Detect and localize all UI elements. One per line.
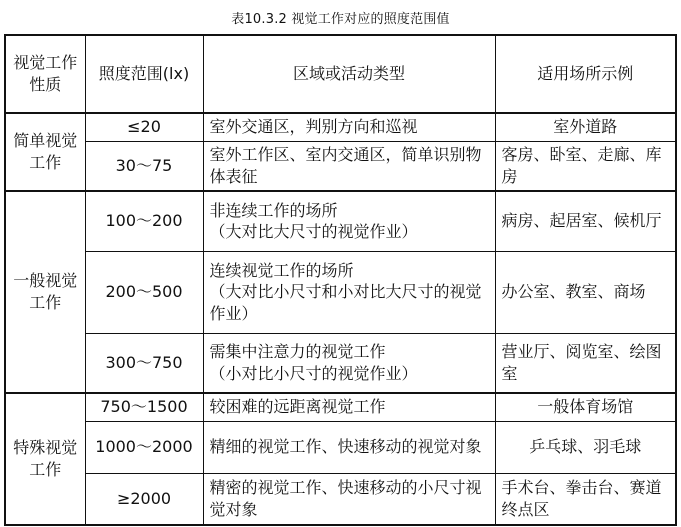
table-row xyxy=(5,421,676,473)
table-row xyxy=(5,393,676,421)
header-row xyxy=(5,35,676,113)
area-cell: 较困难的远距离视觉工作 xyxy=(203,393,495,421)
area-note: （大对比小尺寸和小对比大尺寸的视觉作业） xyxy=(209,282,482,323)
group-simple: 简单视觉工作 xyxy=(5,113,85,191)
range-cell: 100～200 xyxy=(85,191,203,251)
table-row xyxy=(5,333,676,393)
example-cell: 营业厅、阅览室、绘图室 xyxy=(495,333,676,393)
group-special: 特殊视觉工作 xyxy=(5,393,85,525)
area-cell xyxy=(203,333,495,393)
example-cell: 病房、起居室、候机厅 xyxy=(495,191,676,251)
example-cell: 乒乓球、羽毛球 xyxy=(495,421,676,473)
example-cell: 办公室、教室、商场 xyxy=(495,251,676,333)
header-example: 适用场所示例 xyxy=(495,35,676,113)
example-cell: 手术台、拳击台、赛道终点区 xyxy=(495,473,676,525)
area-cell: 室外交通区，判别方向和巡视 xyxy=(203,113,495,141)
area-cell: 室外工作区、室内交通区，简单识别物体表征 xyxy=(203,141,495,191)
range-cell: ≥2000 xyxy=(85,473,203,525)
area-cell xyxy=(203,251,495,333)
area-main: 需集中注意力的视觉工作 xyxy=(209,342,386,362)
header-range: 照度范围(lx) xyxy=(85,35,203,113)
illuminance-table xyxy=(4,34,677,526)
range-cell: ≤20 xyxy=(85,113,203,141)
area-note: （小对比小尺寸的视觉作业） xyxy=(209,363,418,383)
range-cell: 1000～2000 xyxy=(85,421,203,473)
area-note: （大对比大尺寸的视觉作业） xyxy=(209,222,418,242)
range-cell: 750～1500 xyxy=(85,393,203,421)
area-cell: 精细的视觉工作、快速移动的视觉对象 xyxy=(203,421,495,473)
header-area: 区域或活动类型 xyxy=(203,35,495,113)
area-cell xyxy=(203,191,495,251)
group-general: 一般视觉工作 xyxy=(5,191,85,393)
example-cell: 客房、卧室、走廊、库房 xyxy=(495,141,676,191)
table-row xyxy=(5,191,676,251)
range-cell: 30～75 xyxy=(85,141,203,191)
area-cell: 精密的视觉工作、快速移动的小尺寸视觉对象 xyxy=(203,473,495,525)
example-cell: 一般体育场馆 xyxy=(495,393,676,421)
table-row xyxy=(5,473,676,525)
area-main: 非连续工作的场所 xyxy=(209,200,338,220)
table-row xyxy=(5,113,676,141)
table-row xyxy=(5,251,676,333)
area-main: 连续视觉工作的场所 xyxy=(209,260,354,280)
range-cell: 200～500 xyxy=(85,251,203,333)
table-row xyxy=(5,141,676,191)
range-cell: 300～750 xyxy=(85,333,203,393)
header-nature: 视觉工作性质 xyxy=(5,35,85,113)
table-caption: 表10.3.2 视觉工作对应的照度范围值 xyxy=(231,12,450,27)
example-cell: 室外道路 xyxy=(495,113,676,141)
